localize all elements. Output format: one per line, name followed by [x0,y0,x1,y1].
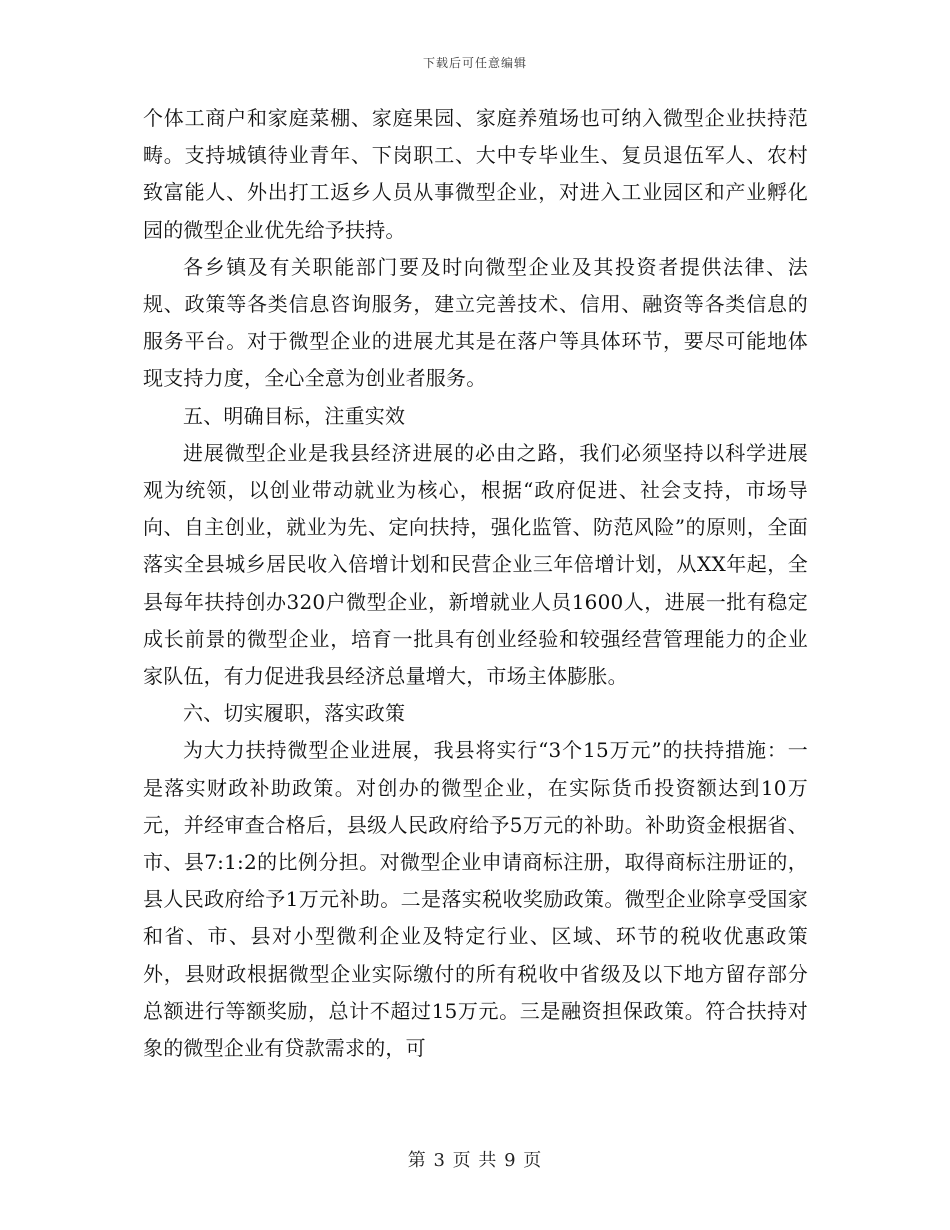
paragraph-continuation: 个体工商户和家庭菜棚、家庭果园、家庭养殖场也可纳入微型企业扶持范畴。支持城镇待业青年、下岗职工、大中专毕业生、复员退伍军人、农村致富能人、外出打工返乡人员从事微型企业，对进入工业园区和产业孵化园的微型企业优先给予扶持。 [143,106,808,242]
page-number-footer: 第 3 页 共 9 页 [407,1150,543,1171]
page-header: 下载后可任意编辑 [422,56,527,70]
paragraph-goals: 进展微型企业是我县经济进展的必由之路，我们必须坚持以科学进展观为统领，以创业带动就业为核心，根据“政府促进、社会支持，市场导向、自主创业，就业为先、定向扶持，强化监管、防范风险”的原则，全面落实全县城乡居民收入倍增计划和民营企业三年倍增计划，从XX年起，全县每年扶持创办320户微型企业，新增就业人员1600人，进展一批有稳定成长前景的微型企业，培育一批具有创业经验和较强经营管理能力的企业家队伍，有力促进我县经济总量增大，市场主体膨胀。 [143,440,808,689]
document-body [143,100,808,1067]
section-heading-6: 六、切实履职，落实政策 [183,701,406,726]
paragraph-services: 各乡镇及有关职能部门要及时向微型企业及其投资者提供法律、法规、政策等各类信息咨询服务，建立完善技术、信用、融资等各类信息的服务平台。对于微型企业的进展尤其是在落户等具体环节，要尽可能地体现支持力度，全心全意为创业者服务。 [143,254,808,391]
paragraph-policies: 为大力扶持微型企业进展，我县将实行“3个15万元”的扶持措施：一是落实财政补助政策。对创办的微型企业，在实际货币投资额达到10万元，并经审查合格后，县级人民政府给予5万元的补助。补助资金根据省、市、县7:1:2的比例分担。对微型企业申请商标注册，取得商标注册证的，县人民政府给予1万元补助。二是落实税收奖励政策。微型企业除享受国家和省、市、县对小型微利企业及特定行业、区域、环节的税收优惠政策外，县财政根据微型企业实际缴付的所有税收中省级及以下地方留存部分总额进行等额奖励，总计不超过15万元。三是融资担保政策。符合扶持对象的微型企业有贷款需求的，可 [143,738,808,1061]
section-heading-5: 五、明确目标，注重实效 [183,403,406,428]
